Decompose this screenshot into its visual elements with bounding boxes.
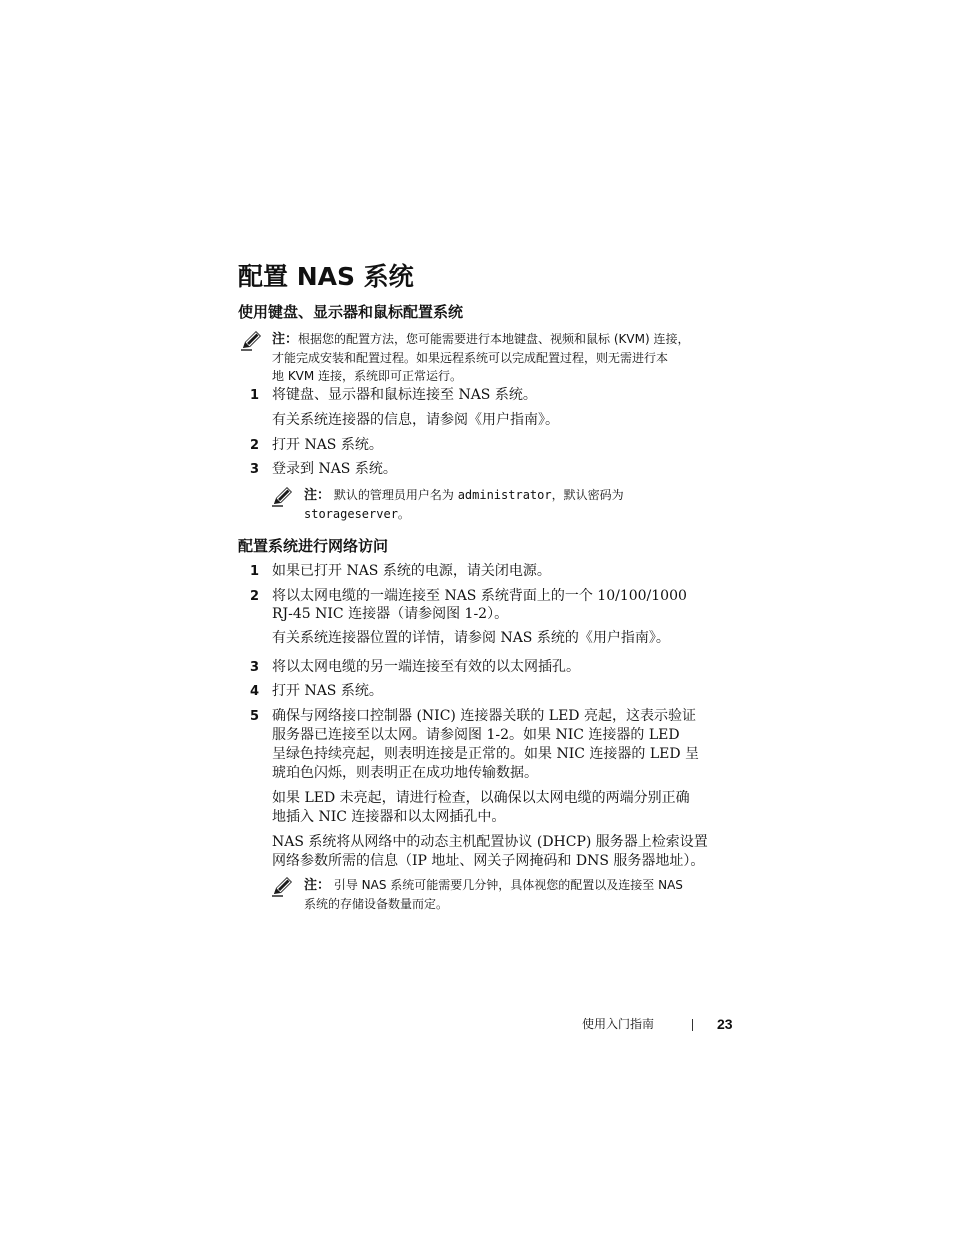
step-text: 呈绿色持续亮起，则表明连接是正常的。如果 NIC 连接器的 LED 呈 [272, 746, 700, 762]
note-line: 地 KVM 连接，系统即可正常运行。 [272, 369, 463, 383]
step-text: 将以太网电缆的一端连接至 NAS 系统背面上的一个 10/100/1000 [272, 588, 687, 604]
step-number: 2 [250, 438, 260, 453]
step-number: 1 [250, 388, 260, 403]
step-text: 打开 NAS 系统。 [272, 683, 383, 699]
footer-guide-name: 使用入门指南 [582, 1017, 655, 1031]
step-subtext: 有关系统连接器位置的详情，请参阅 NAS 系统的《用户指南》。 [272, 630, 670, 646]
note-text: ，默认密码为 [551, 488, 624, 502]
step-text: 打开 NAS 系统。 [272, 437, 383, 453]
note-line: 系统的存储设备数量而定。 [304, 897, 449, 911]
step-number: 4 [250, 684, 260, 699]
step-subtext: 地插入 NIC 连接器和以太网插孔中。 [272, 809, 506, 825]
note-credentials [304, 486, 754, 523]
step-number: 3 [250, 660, 260, 675]
step-text: 将以太网电缆的另一端连接至有效的以太网插孔。 [272, 659, 580, 675]
step-subtext: 网络参数所需的信息（IP 地址、网关子网掩码和 DNS 服务器地址）。 [272, 853, 705, 869]
note-label: 注： [304, 878, 331, 893]
note-text: 。 [397, 507, 410, 521]
default-password: storageserver [304, 507, 398, 521]
step-text: 确保与网络接口控制器 (NIC) 连接器关联的 LED 亮起，这表示验证 [272, 708, 696, 724]
default-username: administrator [457, 488, 552, 502]
note-line: 根据您的配置方法，您可能需要进行本地键盘、视频和鼠标 (KVM) 连接， [298, 332, 690, 346]
step-text: 将键盘、显示器和鼠标连接至 NAS 系统。 [272, 387, 537, 403]
step-number: 3 [250, 462, 260, 477]
note-kvm [272, 330, 752, 385]
step-number: 2 [250, 589, 260, 604]
step-number: 1 [250, 564, 260, 579]
note-text: 默认的管理员用户名为 [333, 488, 454, 502]
note-line: 才能完成安装和配置过程。如果远程系统可以完成配置过程，则无需进行本 [272, 351, 669, 365]
step-text: RJ-45 NIC 连接器（请参阅图 1-2）。 [272, 606, 509, 622]
step-text: 琥珀色闪烁，则表明正在成功地传输数据。 [272, 765, 538, 781]
section-heading-kvm: 使用键盘、显示器和鼠标配置系统 [238, 303, 464, 321]
step-subtext: 有关系统连接器的信息，请参阅《用户指南》。 [272, 412, 559, 428]
step-text: 登录到 NAS 系统。 [272, 461, 397, 477]
footer-page-number: 23 [717, 1016, 733, 1032]
step-number: 5 [250, 709, 260, 724]
note-label: 注： [304, 488, 331, 503]
note-line: 引导 NAS 系统可能需要几分钟，具体视您的配置以及连接至 NAS [333, 878, 683, 892]
step-subtext: NAS 系统将从网络中的动态主机配置协议 (DHCP) 服务器上检索设置 [272, 834, 708, 850]
note-boot-time [304, 876, 754, 913]
pencil-note-icon [240, 329, 264, 351]
step-text: 服务器已连接至以太网。请参阅图 1-2。如果 NIC 连接器的 LED [272, 727, 680, 743]
footer-separator [692, 1019, 693, 1031]
step-text: 如果已打开 NAS 系统的电源，请关闭电源。 [272, 563, 551, 579]
pencil-note-icon [271, 875, 295, 897]
step-subtext: 如果 LED 未亮起，请进行检查，以确保以太网电缆的两端分别正确 [272, 790, 690, 806]
section-heading-network: 配置系统进行网络访问 [238, 537, 389, 555]
note-label: 注： [272, 332, 299, 347]
pencil-note-icon [271, 485, 295, 507]
page-title: 配置 NAS 系统 [238, 262, 414, 291]
